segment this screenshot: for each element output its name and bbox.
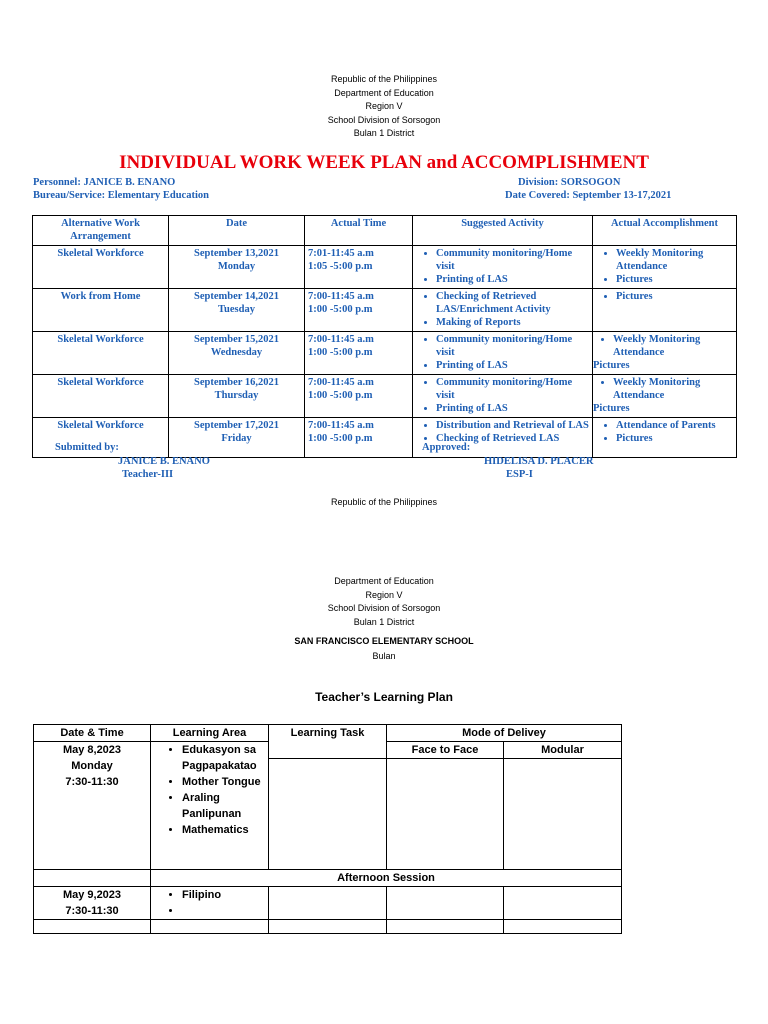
- header-line: Bulan 1 District: [353, 616, 415, 627]
- date-cell: September 16,2021 Thursday: [169, 375, 305, 418]
- accomplishment-cell: • Pictures: [593, 289, 737, 332]
- afternoon-session-label: Afternoon Session: [151, 870, 622, 887]
- header-line: School Division of Sorsogon: [327, 603, 441, 613]
- list-item: [182, 903, 265, 919]
- time-cell: 7:00-11:45 a.m 1:00 -5:00 p.m: [305, 332, 413, 375]
- arrangement-cell: Skeletal Workforce: [33, 246, 169, 289]
- list-item: • Mathematics: [182, 822, 265, 838]
- approved-name: HIDELISA D. PLACER: [484, 456, 594, 467]
- arrangement-cell: Skeletal Workforce: [33, 375, 169, 418]
- column-header: Actual Time: [305, 216, 413, 246]
- date-cell: September 14,2021 Tuesday: [169, 289, 305, 332]
- header-line: Bulan 1 District: [353, 128, 415, 138]
- learning-plan-title: Teacher’s Learning Plan: [315, 690, 453, 704]
- date-time-cell: May 9,2023 7:30-11:30: [34, 887, 151, 920]
- table-row: [34, 887, 622, 920]
- column-header: Alternative Work Arrangement: [33, 216, 169, 246]
- date-time-cell: May 8,2023 Monday 7:30-11:30: [34, 742, 151, 870]
- submitted-title: Teacher-III: [122, 469, 174, 480]
- time-cell: 7:01-11:45 a.m 1:05 -5:00 p.m: [305, 246, 413, 289]
- activity-cell: • Community monitoring/Home visit • Printing of LAS: [413, 375, 593, 418]
- learning-plan-table: [33, 724, 622, 934]
- learning-task-cell: [269, 887, 387, 920]
- learning-task-cell: [269, 759, 387, 870]
- table-row: [33, 418, 737, 458]
- column-header: Date: [169, 216, 305, 246]
- header-line: Region V: [365, 101, 403, 111]
- header-line: Department of Education: [334, 576, 434, 586]
- column-header: Modular: [504, 742, 622, 759]
- accomplishment-cell: • Weekly Monitoring Attendance Pictures: [593, 375, 737, 418]
- learning-area-cell: [151, 742, 269, 870]
- work-week-plan-title: INDIVIDUAL WORK WEEK PLAN and ACCOMPLISHMENT: [119, 152, 649, 173]
- activity-cell: • Community monitoring/Home visit • Printing of LAS: [413, 332, 593, 375]
- header-line: School Division of Sorsogon: [327, 114, 441, 125]
- empty-cell: [34, 870, 151, 887]
- accomplishment-cell: • Weekly Monitoring Attendance • Pictures: [593, 246, 737, 289]
- table-header-row: [34, 725, 622, 742]
- header-line: Region V: [365, 589, 403, 600]
- approved-label: Approved:: [422, 442, 471, 453]
- column-header: Learning Task: [269, 725, 387, 759]
- table-row: [34, 870, 622, 887]
- column-header: Mode of Delivey: [387, 725, 622, 742]
- accomplishment-cell: • Attendance of Parents • Pictures: [593, 418, 737, 458]
- list-item: • Araling Panlipunan: [182, 790, 265, 822]
- empty-cell: [151, 920, 269, 934]
- date-cell: September 17,2021 Friday: [169, 418, 305, 458]
- face-to-face-cell: [387, 887, 504, 920]
- header-line: Republic of the Philippines: [330, 497, 438, 507]
- modular-cell: [504, 887, 622, 920]
- column-header: Suggested Activity: [413, 216, 593, 246]
- table-row: [33, 375, 737, 418]
- arrangement-cell: Skeletal Workforce: [33, 418, 169, 458]
- header-line: Department of Education: [334, 87, 434, 98]
- activity-cell: • Distribution and Retrieval of LAS • Checking of Retrieved LAS: [413, 418, 593, 458]
- time-cell: 7:00-11:45 a.m 1:00 -5:00 p.m: [305, 418, 413, 458]
- column-header: Learning Area: [151, 725, 269, 742]
- table-row: [33, 246, 737, 289]
- table-row: [34, 920, 622, 934]
- accomplishment-cell: • Weekly Monitoring Attendance Pictures: [593, 332, 737, 375]
- date-cell: September 13,2021 Monday: [169, 246, 305, 289]
- learning-area-cell: [151, 887, 269, 920]
- face-to-face-cell: [387, 759, 504, 870]
- date-covered-label: Date Covered: September 13-17,2021: [505, 190, 672, 201]
- bureau-label: Bureau/Service: Elementary Education: [33, 190, 209, 201]
- arrangement-cell: Skeletal Workforce: [33, 332, 169, 375]
- modular-cell: [504, 759, 622, 870]
- list-item: • Filipino: [182, 887, 265, 903]
- list-item: • Edukasyon sa Pagpapakatao: [182, 742, 265, 774]
- submitted-by-label: Submitted by:: [55, 442, 119, 453]
- column-header: Date & Time: [34, 725, 151, 742]
- division-label: Division: SORSOGON: [518, 177, 621, 188]
- personnel-label: Personnel: JANICE B. ENANO: [33, 177, 176, 188]
- time-cell: 7:00-11:45 a.m 1:00 -5:00 p.m: [305, 289, 413, 332]
- column-header: Actual Accomplishment: [593, 216, 737, 246]
- school-town: Bulan: [372, 651, 396, 661]
- doc-header-2: [0, 575, 768, 629]
- column-header: Face to Face: [387, 742, 504, 759]
- arrangement-cell: Work from Home: [33, 289, 169, 332]
- table-row: [33, 289, 737, 332]
- doc-header-1: [0, 73, 768, 141]
- header-line: Republic of the Philippines: [330, 74, 438, 84]
- time-cell: 7:00-11:45 a.m 1:00 -5:00 p.m: [305, 375, 413, 418]
- date-cell: September 15,2021 Wednesday: [169, 332, 305, 375]
- list-item: • Mother Tongue: [182, 774, 265, 790]
- empty-cell: [34, 920, 151, 934]
- table-header-row: [33, 216, 737, 246]
- school-name: SAN FRANCISCO ELEMENTARY SCHOOL: [294, 636, 474, 646]
- empty-cell: [387, 920, 504, 934]
- table-row: [33, 332, 737, 375]
- approved-title: ESP-I: [506, 469, 533, 480]
- submitted-name: JANICE B. ENANO: [118, 456, 210, 467]
- empty-cell: [504, 920, 622, 934]
- activity-cell: • Community monitoring/Home visit • Printing of LAS: [413, 246, 593, 289]
- work-week-plan-table: [32, 215, 737, 458]
- empty-cell: [269, 920, 387, 934]
- activity-cell: • Checking of Retrieved LAS/Enrichment Activity • Making of Reports: [413, 289, 593, 332]
